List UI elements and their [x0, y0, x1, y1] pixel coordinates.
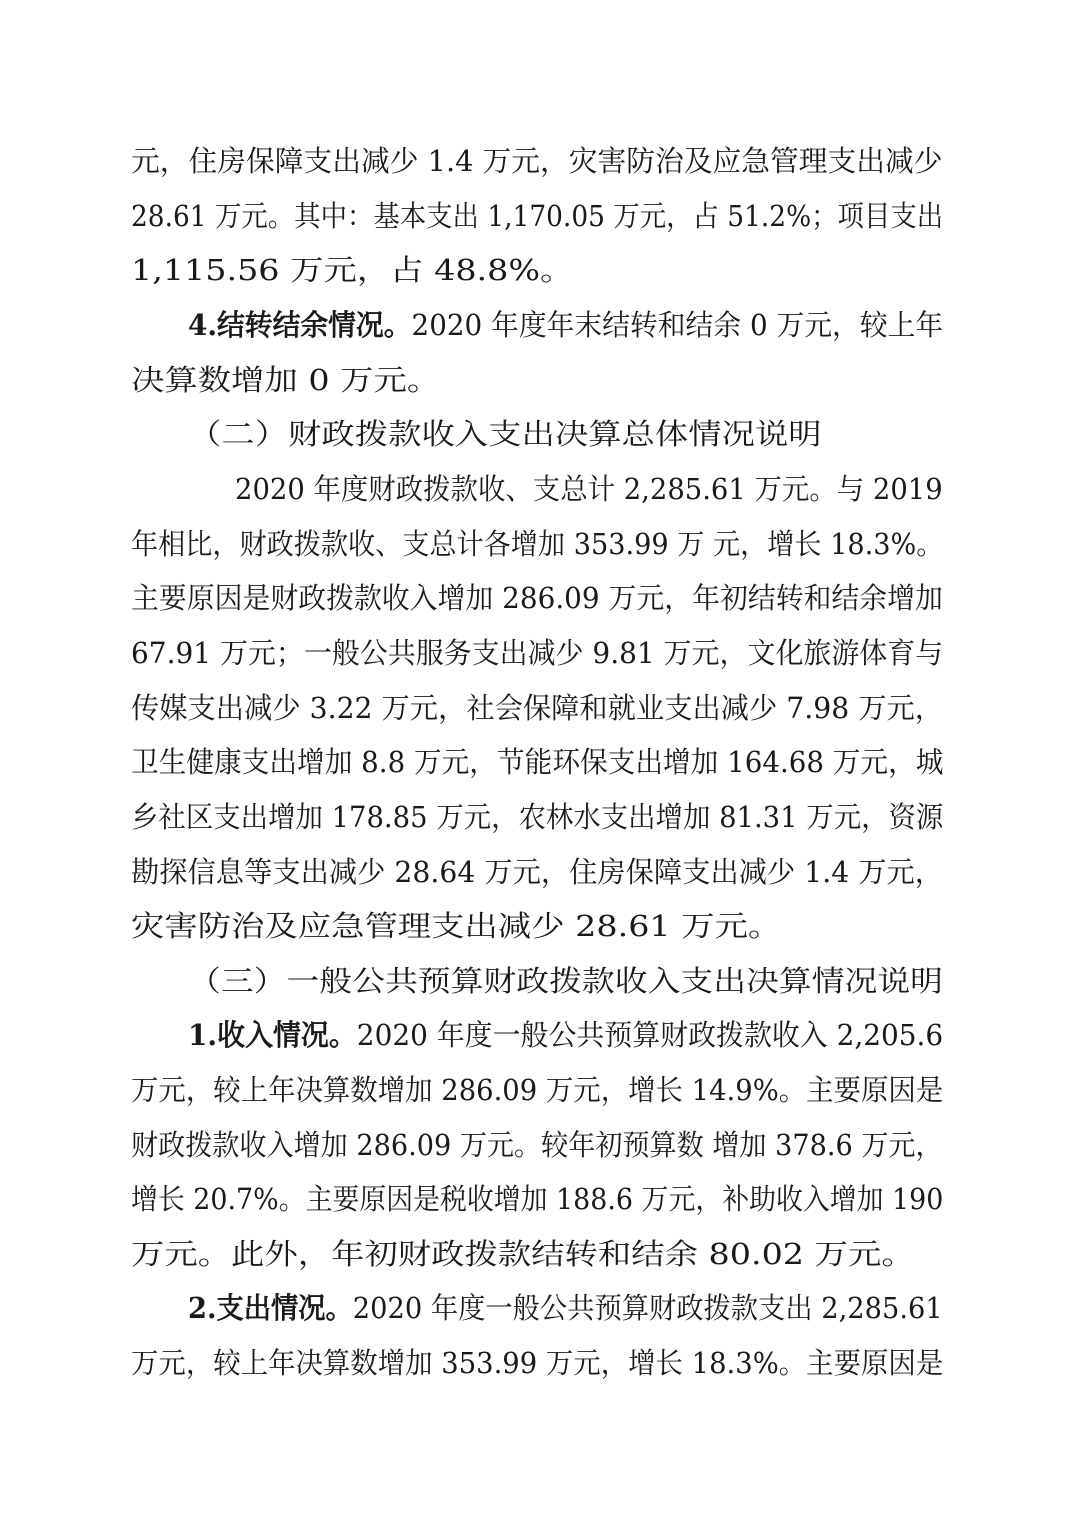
line-text: 传媒支出减少 3.22 万元，社会保障和就业支出减少 7.98 万元， [131, 691, 944, 725]
line-text: 年相比，财政拨款收、支总计各增加 353.99 万 元，增长 18.3%。 [131, 527, 944, 561]
heading-text: （二）财政拨款收入支出决算总体情况说明 [188, 417, 822, 451]
line-text: 67.91 万元；一般公共服务支出减少 9.81 万元，文化旅游体育与 [131, 636, 944, 670]
line-text: 乡社区支出增加 178.85 万元，农林水支出增加 81.31 万元，资源 [131, 800, 944, 834]
body-line [131, 578, 943, 618]
item-heading: 1.收入情况。 [188, 1018, 357, 1052]
line-text: 勘探信息等支出减少 28.64 万元，住房保障支出减少 1.4 万元， [131, 855, 944, 889]
line-text: 增长 20.7%。主要原因是税收增加 188.6 万元，补助收入增加 190 [131, 1182, 944, 1216]
body-line [131, 196, 943, 236]
line-text: 万元，较上年决算数增加 353.99 万元，增长 18.3%。主要原因是 [131, 1346, 944, 1380]
line-text: 2020 年度年末结转和结余 0 万元，较上年 [411, 308, 944, 342]
body-line [131, 1125, 943, 1165]
line-text: 万元。此外，年初财政拨款结转和结余 80.02 万元。 [131, 1237, 915, 1271]
body-line [131, 742, 943, 782]
line-text: 28.61 万元。其中：基本支出 1,170.05 万元，占 51.2%；项目支出 [131, 199, 944, 233]
line-text: 财政拨款收入增加 286.09 万元。较年初预算数 增加 378.6 万元， [131, 1128, 943, 1162]
body-line [131, 250, 943, 290]
line-text: 主要原因是财政拨款收入增加 286.09 万元，年初结转和结余增加 [131, 581, 943, 615]
body-line [131, 1343, 943, 1383]
line-text: 决算数增加 0 万元。 [131, 363, 441, 397]
body-line [131, 1234, 943, 1274]
line-text: 灾害防治及应急管理支出减少 28.61 万元。 [131, 909, 782, 943]
section-heading-line [188, 1015, 943, 1055]
body-line [235, 469, 943, 509]
line-text: 1,115.56 万元，占 48.8%。 [131, 253, 574, 287]
body-line [131, 688, 943, 728]
section-heading-line [188, 1288, 943, 1328]
line-text: 元，住房保障支出减少 1.4 万元，灾害防治及应急管理支出减少 [131, 144, 943, 178]
body-line [131, 633, 943, 673]
line-text: 2020 年度一般公共预算财政拨款收入 2,205.6 [356, 1018, 944, 1052]
body-line [131, 797, 943, 837]
line-text: 万元，较上年决算数增加 286.09 万元，增长 14.9%。主要原因是 [131, 1073, 944, 1107]
line-text: 2020 年度一般公共预算财政拨款支出 2,285.61 [352, 1291, 943, 1325]
body-line [131, 1070, 943, 1110]
line-text: 2020 年度财政拨款收、支总计 2,285.61 万元。与 2019 [235, 472, 943, 506]
line-text: 卫生健康支出增加 8.8 万元，节能环保支出增加 164.68 万元，城 [131, 745, 944, 779]
body-line [131, 906, 943, 946]
item-heading: 2.支出情况。 [188, 1291, 353, 1325]
item-heading: 4.结转结余情况。 [188, 308, 412, 342]
subsection-heading [188, 414, 943, 454]
heading-text: （三）一般公共预算财政拨款收入支出决算情况说明 [188, 964, 944, 998]
body-line [131, 141, 943, 181]
body-line [131, 524, 943, 564]
subsection-heading [188, 961, 943, 1001]
body-line [131, 1179, 943, 1219]
body-line [131, 852, 943, 892]
body-line [131, 360, 943, 400]
section-heading-line [188, 305, 943, 345]
